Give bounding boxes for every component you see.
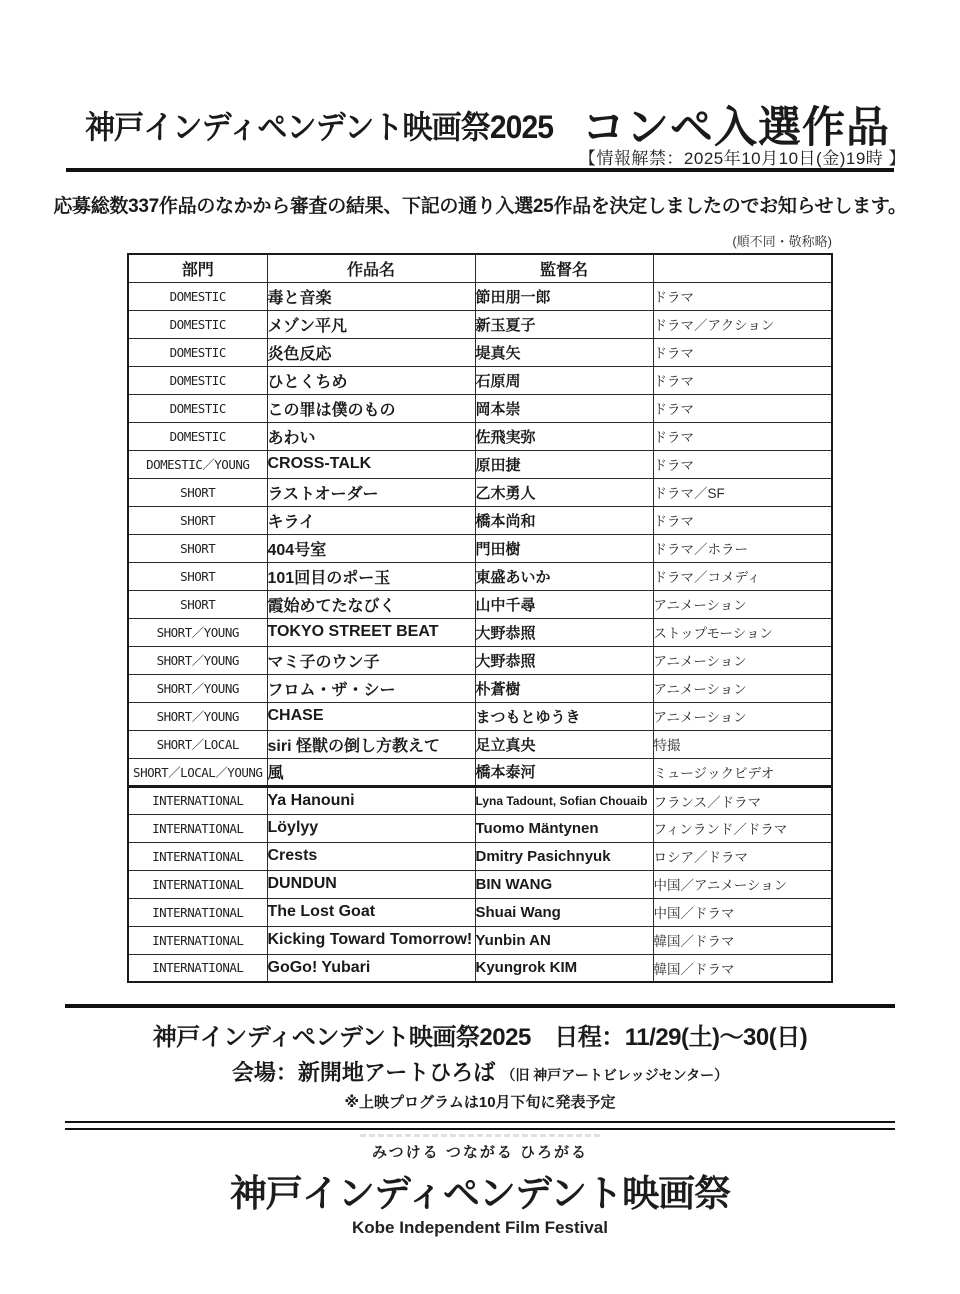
title-cell: ラストオーダー bbox=[267, 478, 475, 506]
director-cell: 東盛あいか bbox=[475, 562, 653, 590]
genre-cell: ドラマ／ホラー bbox=[653, 534, 832, 562]
category-cell: SHORT／YOUNG bbox=[128, 646, 267, 674]
genre-cell: アニメーション bbox=[653, 646, 832, 674]
logo-name: 神戸インディペンデント映画祭 bbox=[229, 1173, 731, 1214]
genre-cell: ロシア／ドラマ bbox=[653, 842, 832, 870]
table-row bbox=[128, 758, 832, 786]
column-header: 監督名 bbox=[475, 254, 653, 282]
table-row bbox=[128, 478, 832, 506]
director-cell: BIN WANG bbox=[475, 870, 653, 898]
festival-venue bbox=[0, 1056, 960, 1087]
genre-cell: 特撮 bbox=[653, 730, 832, 758]
director-cell: Lyna Tadount, Sofian Chouaib bbox=[475, 786, 653, 814]
footer-divider-top bbox=[65, 1004, 895, 1008]
genre-cell: フィンランド／ドラマ bbox=[653, 814, 832, 842]
category-cell: SHORT bbox=[128, 534, 267, 562]
director-cell: 橋本泰河 bbox=[475, 758, 653, 786]
category-cell: INTERNATIONAL bbox=[128, 842, 267, 870]
director-cell: 岡本崇 bbox=[475, 394, 653, 422]
table-row bbox=[128, 338, 832, 366]
release-info: 【情報解禁：2025年10月10日(金)19時 】 bbox=[578, 149, 906, 168]
category-cell: SHORT／LOCAL bbox=[128, 730, 267, 758]
column-header bbox=[653, 254, 832, 282]
table-row bbox=[128, 366, 832, 394]
title-cell: Crests bbox=[267, 842, 475, 870]
title-cell: 風 bbox=[267, 758, 475, 786]
page-title-festival: 神戸インディペンデント映画祭2025 bbox=[84, 109, 554, 145]
table-row bbox=[128, 814, 832, 842]
category-cell: SHORT bbox=[128, 562, 267, 590]
genre-cell: ドラマ bbox=[653, 282, 832, 310]
festival-logo bbox=[0, 1141, 960, 1238]
genre-cell: フランス／ドラマ bbox=[653, 786, 832, 814]
column-header: 作品名 bbox=[267, 254, 475, 282]
director-cell: 乙木勇人 bbox=[475, 478, 653, 506]
director-cell: 朴蒼樹 bbox=[475, 674, 653, 702]
table-row bbox=[128, 786, 832, 814]
title-cell: 404号室 bbox=[267, 534, 475, 562]
title-cell: Ya Hanouni bbox=[267, 786, 475, 814]
title-cell: GoGo! Yubari bbox=[267, 954, 475, 982]
category-cell: DOMESTIC bbox=[128, 282, 267, 310]
genre-cell: ドラマ bbox=[653, 450, 832, 478]
table-row bbox=[128, 842, 832, 870]
title-cell: CHASE bbox=[267, 702, 475, 730]
director-cell: 節田朋一郎 bbox=[475, 282, 653, 310]
footer-divider-bottom bbox=[65, 1121, 895, 1131]
title-cell: 霞始めてたなびく bbox=[267, 590, 475, 618]
title-cell: CROSS-TALK bbox=[267, 450, 475, 478]
director-cell: 橋本尚和 bbox=[475, 506, 653, 534]
title-cell: この罪は僕のもの bbox=[267, 394, 475, 422]
genre-cell: ドラマ／アクション bbox=[653, 310, 832, 338]
category-cell: DOMESTIC bbox=[128, 310, 267, 338]
director-cell: Tuomo Mäntynen bbox=[475, 814, 653, 842]
genre-cell: 韓国／ドラマ bbox=[653, 954, 832, 982]
table-row bbox=[128, 506, 832, 534]
category-cell: INTERNATIONAL bbox=[128, 786, 267, 814]
genre-cell: 韓国／ドラマ bbox=[653, 926, 832, 954]
director-cell: 佐飛実弥 bbox=[475, 422, 653, 450]
table-row bbox=[128, 926, 832, 954]
table-row bbox=[128, 730, 832, 758]
table-row bbox=[128, 590, 832, 618]
category-cell: DOMESTIC bbox=[128, 422, 267, 450]
director-cell: 石原周 bbox=[475, 366, 653, 394]
table-row bbox=[128, 674, 832, 702]
table-row bbox=[128, 282, 832, 310]
title-cell: 101回目のポー玉 bbox=[267, 562, 475, 590]
genre-cell: アニメーション bbox=[653, 590, 832, 618]
table-row bbox=[128, 702, 832, 730]
intro-text: 応募総数337作品のなかから審査の結果、下記の通り入選25作品を決定しましたのでお知らせします。 bbox=[53, 196, 907, 217]
category-cell: DOMESTIC／YOUNG bbox=[128, 450, 267, 478]
table-row bbox=[128, 450, 832, 478]
scan-artifact bbox=[360, 1134, 600, 1137]
column-header: 部門 bbox=[128, 254, 267, 282]
director-cell: 山中千尋 bbox=[475, 590, 653, 618]
genre-cell: ドラマ bbox=[653, 338, 832, 366]
title-cell: DUNDUN bbox=[267, 870, 475, 898]
genre-cell: ドラマ／コメディ bbox=[653, 562, 832, 590]
category-cell: SHORT bbox=[128, 590, 267, 618]
director-cell: Kyungrok KIM bbox=[475, 954, 653, 982]
director-cell: Yunbin AN bbox=[475, 926, 653, 954]
title-cell: あわい bbox=[267, 422, 475, 450]
genre-cell: ミュージックビデオ bbox=[653, 758, 832, 786]
title-cell: Kicking Toward Tomorrow! bbox=[267, 926, 475, 954]
title-cell: TOKYO STREET BEAT bbox=[267, 618, 475, 646]
title-cell: キライ bbox=[267, 506, 475, 534]
page-title-headline: コンペ入選作品 bbox=[582, 104, 890, 152]
venue-label: 会場：新開地アートひろば bbox=[231, 1059, 496, 1085]
category-cell: SHORT／LOCAL／YOUNG bbox=[128, 758, 267, 786]
table-header-row bbox=[128, 254, 832, 282]
works-table-body bbox=[128, 282, 832, 982]
table-row bbox=[128, 870, 832, 898]
selected-works-table bbox=[127, 253, 833, 983]
logo-tagline: みつける つながる ひろがる bbox=[371, 1144, 589, 1161]
director-cell: 原田捷 bbox=[475, 450, 653, 478]
genre-cell: アニメーション bbox=[653, 674, 832, 702]
table-row bbox=[128, 422, 832, 450]
title-cell: メゾン平凡 bbox=[267, 310, 475, 338]
director-cell: 大野恭照 bbox=[475, 646, 653, 674]
venue-note: （旧 神戸アートビレッジセンター） bbox=[501, 1066, 729, 1083]
category-cell: DOMESTIC bbox=[128, 366, 267, 394]
category-cell: SHORT bbox=[128, 506, 267, 534]
category-cell: SHORT／YOUNG bbox=[128, 702, 267, 730]
program-note: ※上映プログラムは10月下旬に発表予定 bbox=[344, 1093, 616, 1111]
director-cell: 門田樹 bbox=[475, 534, 653, 562]
genre-cell: ドラマ bbox=[653, 366, 832, 394]
table-row bbox=[128, 954, 832, 982]
title-cell: The Lost Goat bbox=[267, 898, 475, 926]
table-row bbox=[128, 534, 832, 562]
genre-cell: ドラマ bbox=[653, 422, 832, 450]
genre-cell: ドラマ bbox=[653, 506, 832, 534]
category-cell: SHORT／YOUNG bbox=[128, 618, 267, 646]
title-cell: siri 怪獣の倒し方教えて bbox=[267, 730, 475, 758]
table-row bbox=[128, 394, 832, 422]
category-cell: INTERNATIONAL bbox=[128, 926, 267, 954]
festival-schedule: 神戸インディペンデント映画祭2025 日程：11/29(土)～30(日) bbox=[152, 1023, 808, 1051]
genre-cell: ドラマ／SF bbox=[653, 478, 832, 506]
category-cell: INTERNATIONAL bbox=[128, 870, 267, 898]
category-cell: INTERNATIONAL bbox=[128, 954, 267, 982]
category-cell: DOMESTIC bbox=[128, 394, 267, 422]
title-cell: 毒と音楽 bbox=[267, 282, 475, 310]
order-note: (順不同・敬称略) bbox=[732, 234, 832, 249]
genre-cell: アニメーション bbox=[653, 702, 832, 730]
category-cell: DOMESTIC bbox=[128, 338, 267, 366]
category-cell: SHORT bbox=[128, 478, 267, 506]
table-row bbox=[128, 898, 832, 926]
title-cell: フロム・ザ・シー bbox=[267, 674, 475, 702]
title-cell: Löylyy bbox=[267, 814, 475, 842]
category-cell: INTERNATIONAL bbox=[128, 898, 267, 926]
director-cell: 大野恭照 bbox=[475, 618, 653, 646]
category-cell: INTERNATIONAL bbox=[128, 814, 267, 842]
director-cell: 堤真矢 bbox=[475, 338, 653, 366]
table-row bbox=[128, 562, 832, 590]
director-cell: まつもとゆうき bbox=[475, 702, 653, 730]
director-cell: 足立真央 bbox=[475, 730, 653, 758]
director-cell: 新玉夏子 bbox=[475, 310, 653, 338]
table-row bbox=[128, 310, 832, 338]
genre-cell: ドラマ bbox=[653, 394, 832, 422]
table-row bbox=[128, 646, 832, 674]
genre-cell: ストップモーション bbox=[653, 618, 832, 646]
director-cell: Dmitry Pasichnyuk bbox=[475, 842, 653, 870]
genre-cell: 中国／アニメーション bbox=[653, 870, 832, 898]
logo-name-english: Kobe Independent Film Festival bbox=[352, 1218, 608, 1237]
title-cell: 炎色反応 bbox=[267, 338, 475, 366]
table-row bbox=[128, 618, 832, 646]
title-cell: ひとくちめ bbox=[267, 366, 475, 394]
title-cell: マミ子のウン子 bbox=[267, 646, 475, 674]
category-cell: SHORT／YOUNG bbox=[128, 674, 267, 702]
director-cell: Shuai Wang bbox=[475, 898, 653, 926]
genre-cell: 中国／ドラマ bbox=[653, 898, 832, 926]
